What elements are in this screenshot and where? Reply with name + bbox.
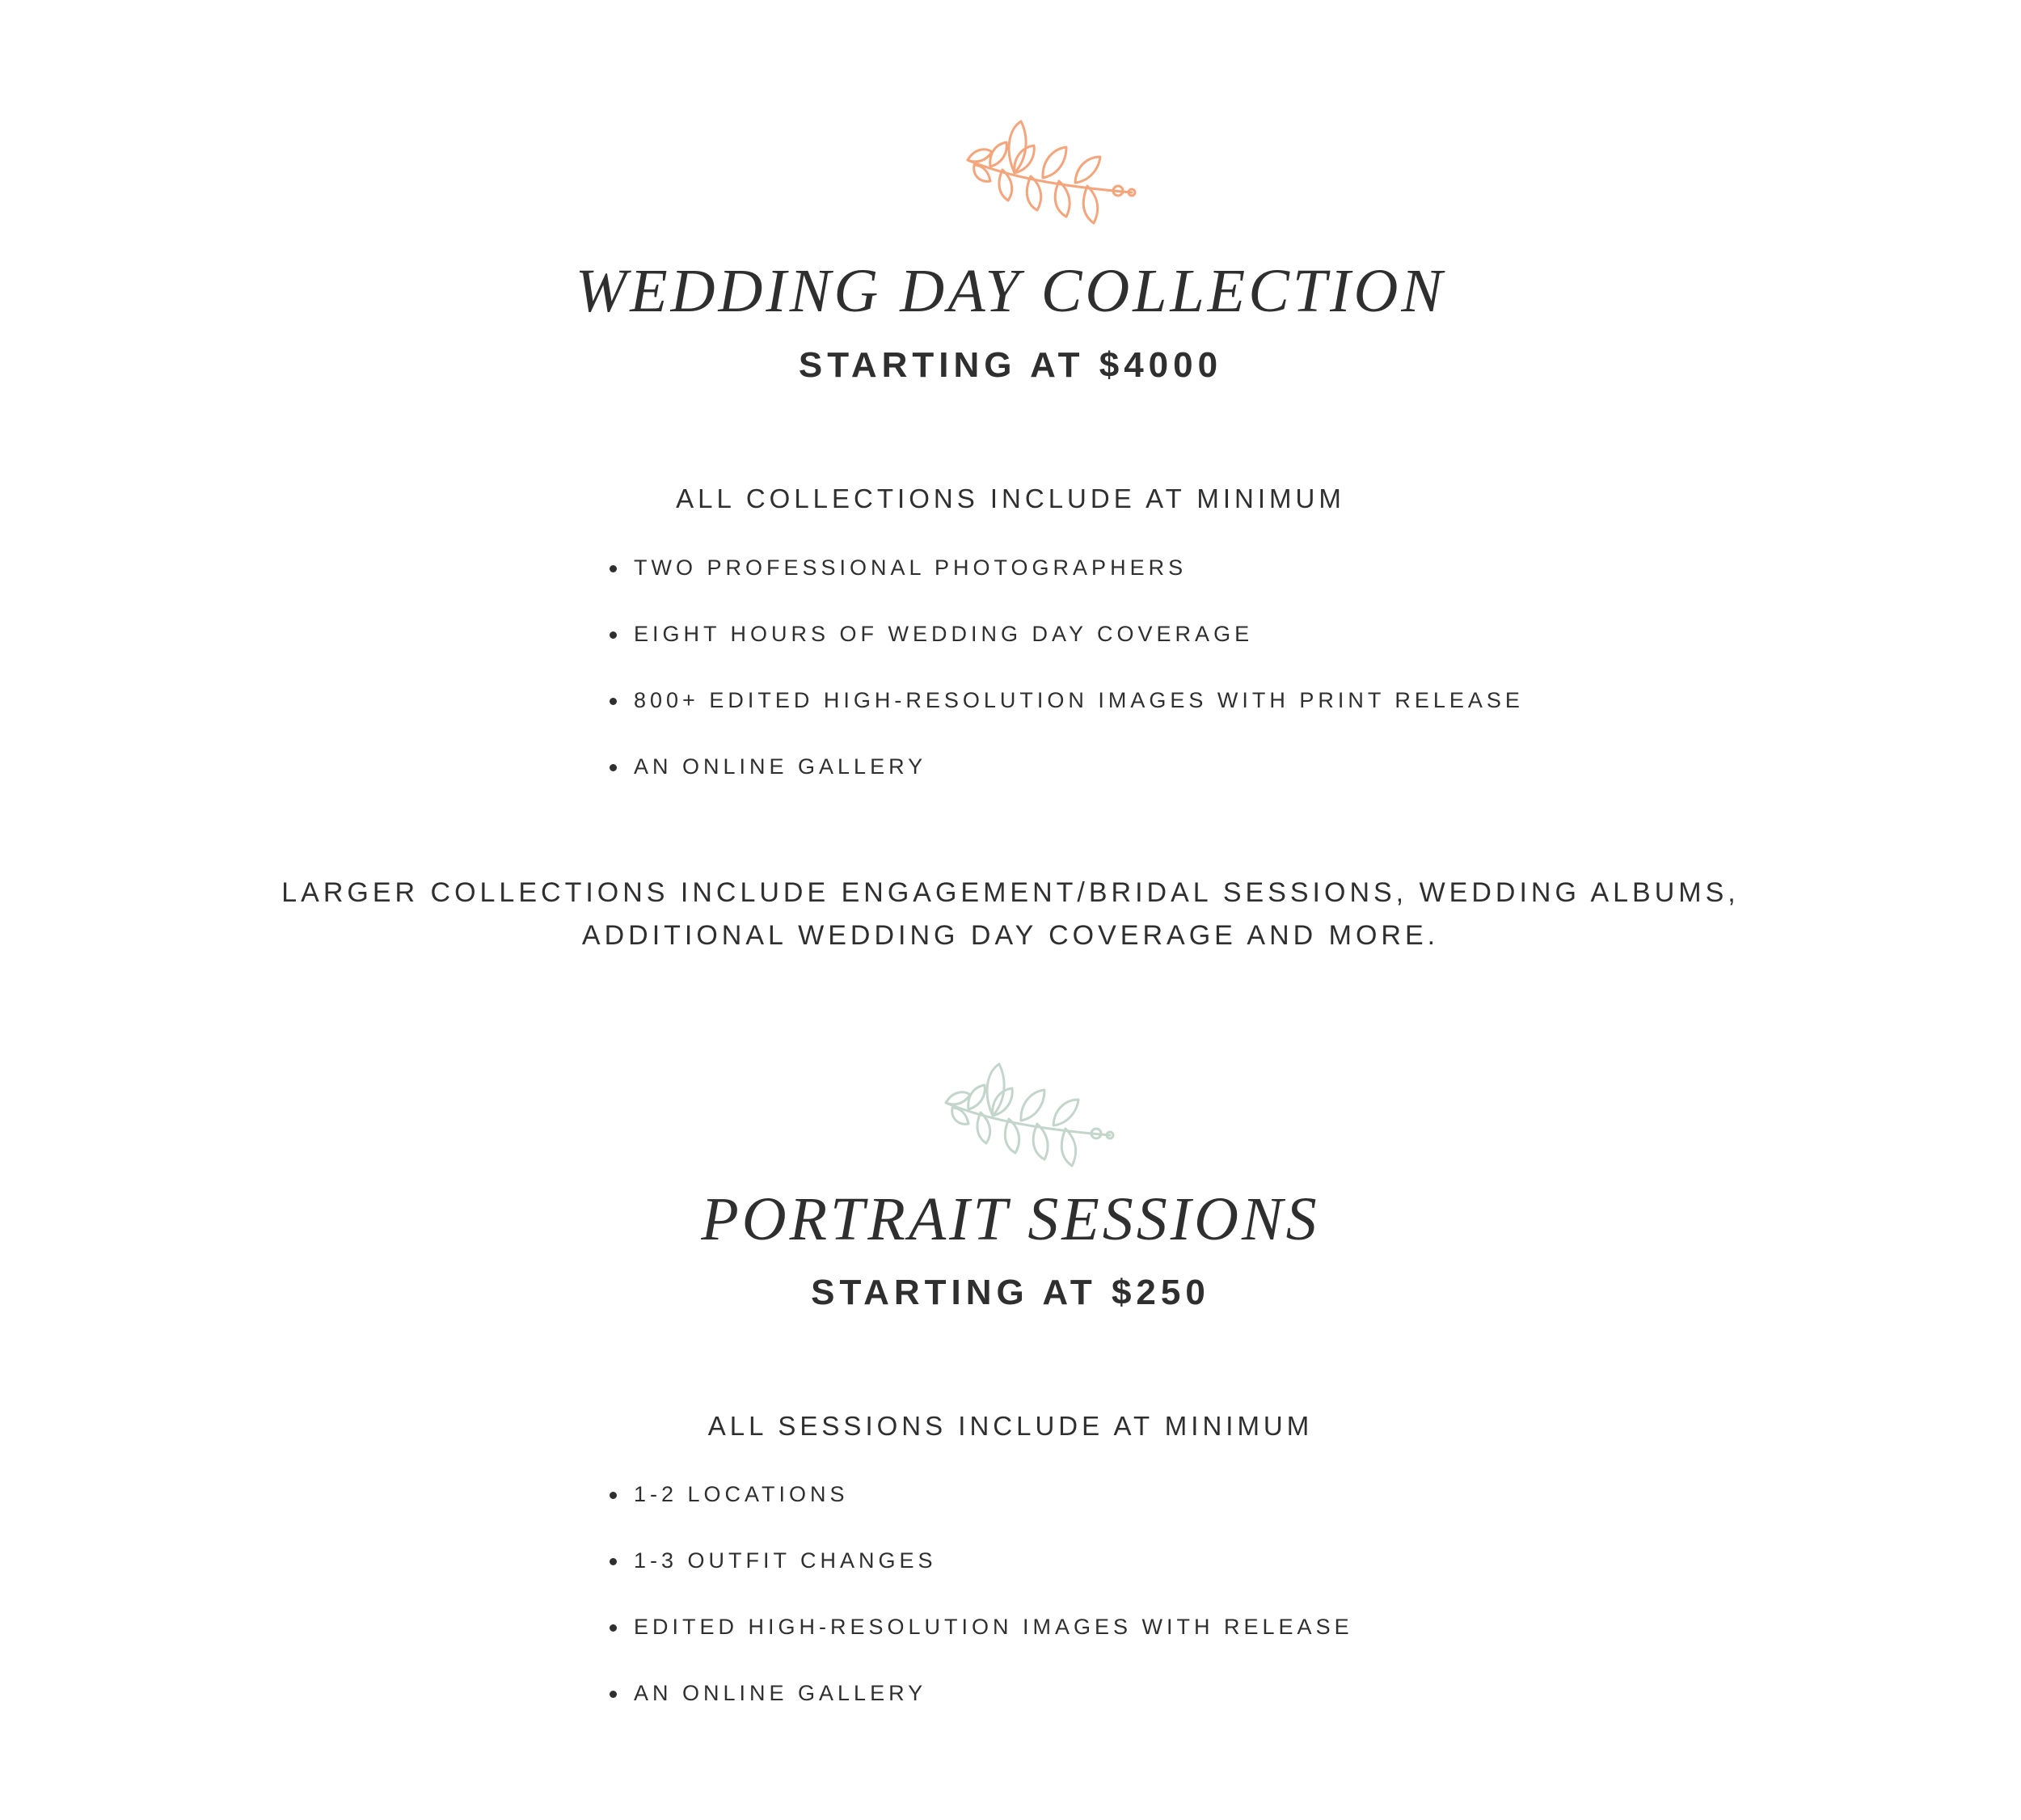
bullet-icon	[610, 698, 617, 705]
bullet-icon	[610, 631, 617, 639]
bullet-icon	[610, 565, 617, 572]
portrait-section	[0, 994, 2021, 1820]
wedding-items-list	[606, 551, 1524, 817]
list-item	[606, 684, 1524, 750]
portrait-includes-heading: ALL SESSIONS INCLUDE AT MINIMUM	[707, 1411, 1314, 1441]
list-item-label: 1-3 OUTFIT CHANGES	[634, 1548, 937, 1573]
leaf-sprig-icon	[958, 120, 1144, 233]
list-item	[606, 1677, 1353, 1743]
wedding-price: STARTING AT $4000	[798, 345, 1223, 385]
leaf-sprig-icon	[936, 1062, 1122, 1176]
wedding-note-line-1: LARGER COLLECTIONS INCLUDE ENGAGEMENT/BRIDAL SESSIONS, WEDDING ALBUMS,	[281, 877, 1740, 908]
list-item-label: EDITED HIGH-RESOLUTION IMAGES WITH RELEASE	[634, 1615, 1353, 1639]
wedding-includes-heading: ALL COLLECTIONS INCLUDE AT MINIMUM	[676, 484, 1345, 513]
list-item-label: 800+ EDITED HIGH-RESOLUTION IMAGES WITH PRINT RELEASE	[634, 688, 1524, 712]
bullet-icon	[610, 764, 617, 771]
list-item-label: EIGHT HOURS OF WEDDING DAY COVERAGE	[634, 622, 1254, 646]
list-item	[606, 1611, 1353, 1677]
wedding-note-line-2: ADDITIONAL WEDDING DAY COVERAGE AND MORE.	[581, 920, 1440, 951]
list-item-label: TWO PROFESSIONAL PHOTOGRAPHERS	[634, 555, 1188, 580]
list-item	[606, 551, 1524, 618]
list-item	[606, 1544, 1353, 1611]
portrait-title: PORTRAIT SESSIONS	[701, 1185, 1320, 1253]
portrait-items-list	[606, 1478, 1353, 1743]
bullet-icon	[610, 1691, 617, 1698]
list-item	[606, 1478, 1353, 1544]
portrait-price: STARTING AT $250	[811, 1273, 1210, 1312]
wedding-title: WEDDING DAY COLLECTION	[575, 257, 1446, 325]
bullet-icon	[610, 1624, 617, 1632]
list-item	[606, 750, 1524, 817]
list-item-label: 1-2 LOCATIONS	[634, 1482, 849, 1506]
list-item-label: AN ONLINE GALLERY	[634, 754, 927, 779]
bullet-icon	[610, 1558, 617, 1565]
list-item-label: AN ONLINE GALLERY	[634, 1681, 927, 1705]
list-item	[606, 618, 1524, 684]
bullet-icon	[610, 1492, 617, 1499]
wedding-note	[0, 872, 2021, 957]
